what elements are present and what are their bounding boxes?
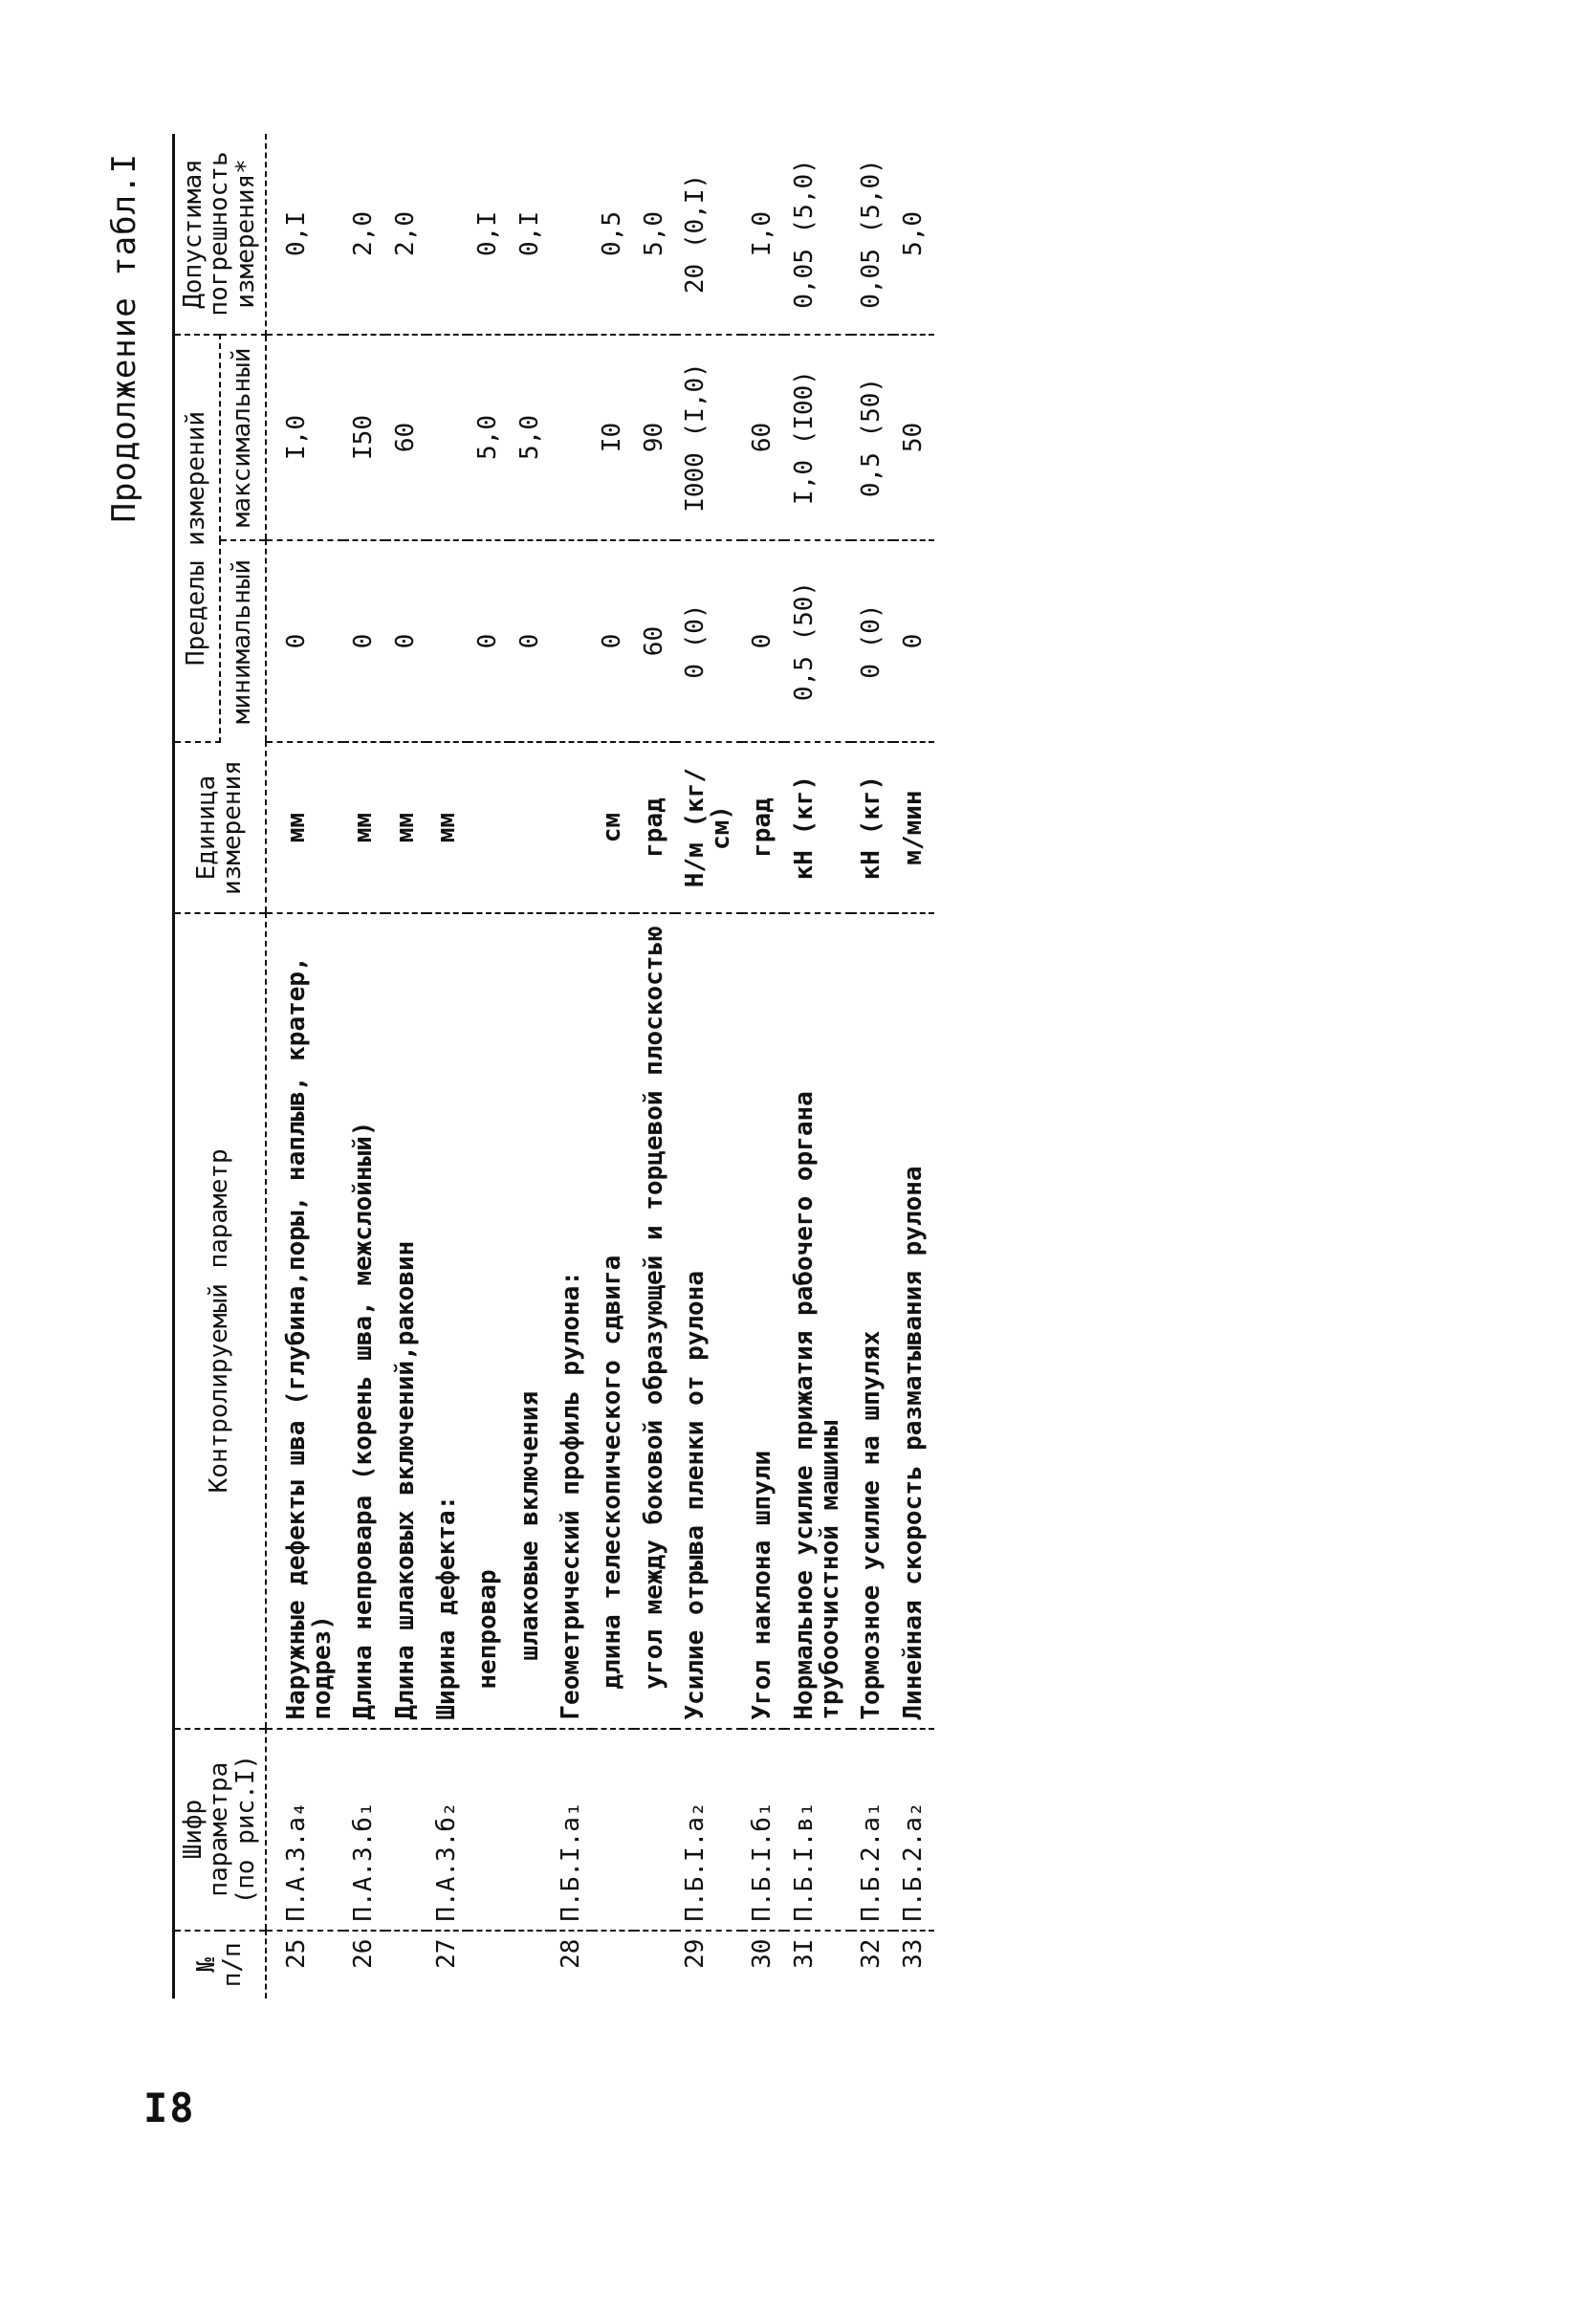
row-min: 0 (0) [675, 540, 743, 742]
row-param: Длина непровара (корень шва, межслойный) [343, 913, 384, 1729]
table-row [510, 134, 551, 1998]
row-unit: град [742, 742, 783, 913]
row-num: 33 [898, 1938, 928, 1969]
row-err: 0,I [468, 134, 509, 335]
row-max: I000 (I,0) [675, 335, 743, 540]
row-min: 0 (0) [851, 540, 892, 742]
row-code [510, 1729, 551, 1931]
row-code: П.А.3.б₂ [426, 1729, 468, 1931]
row-max: 5,0 [510, 335, 551, 540]
row-max: 90 [634, 335, 675, 540]
row-param: Линейная скорость разматывания рулона [893, 913, 934, 1729]
row-unit [510, 742, 551, 913]
row-code [592, 1729, 633, 1931]
row-min: 0 [742, 540, 783, 742]
row-code: П.Б.I.б₁ [742, 1729, 783, 1931]
row-code [385, 1729, 426, 1931]
row-unit: кН (кг) [784, 742, 852, 913]
row-unit: мм [385, 742, 426, 913]
row-min [426, 540, 468, 742]
row-max: 5,0 [468, 335, 509, 540]
table-row [851, 134, 892, 1998]
table-row [742, 134, 783, 1998]
row-param: Наружные дефекты шва (глубина,поры, наплыв, кратер, подрез) [266, 913, 344, 1729]
table-row [343, 134, 384, 1998]
table-row [551, 134, 592, 1998]
row-err: 0,I [266, 134, 344, 335]
row-unit: кН (кг) [851, 742, 892, 913]
row-num [592, 1931, 633, 1998]
row-param: угол между боковой образующей и торцевой плоскостью [634, 913, 675, 1729]
row-err: 0,05 (5,0) [784, 134, 852, 335]
row-unit: град [634, 742, 675, 913]
header-code: Шифр параметра (по рис.I) [174, 1729, 266, 1931]
row-min: 0 [893, 540, 934, 742]
row-err [551, 134, 592, 335]
row-max [426, 335, 468, 540]
row-code: П.Б.I.а₂ [675, 1729, 743, 1931]
table-row [784, 134, 852, 1998]
header-num: № п/п [174, 1931, 266, 1998]
row-num [385, 1931, 426, 1998]
row-code: П.А.3.а₄ [266, 1729, 344, 1931]
row-param: Усилие отрыва пленки от рулона [675, 913, 743, 1729]
row-max: I0 [592, 335, 633, 540]
row-code: П.Б.I.в₁ [784, 1729, 852, 1931]
row-code: П.Б.2.а₁ [851, 1729, 892, 1931]
row-param: Ширина дефекта: [426, 913, 468, 1729]
row-unit [551, 742, 592, 913]
row-max: 60 [742, 335, 783, 540]
row-unit: мм [266, 742, 344, 913]
row-err: I,0 [742, 134, 783, 335]
row-num: 27 [432, 1938, 462, 1969]
row-min: 0 [468, 540, 509, 742]
row-param: Длина шлаковых включений,раковин [385, 913, 426, 1729]
row-unit: см [592, 742, 633, 913]
table-row [468, 134, 509, 1998]
header-unit: Единица измерения [174, 742, 266, 913]
row-min: 0 [510, 540, 551, 742]
row-max: 0,5 (50) [851, 335, 892, 540]
row-code [468, 1729, 509, 1931]
row-min: 0 [385, 540, 426, 742]
header-max: максимальный [220, 335, 266, 540]
row-err: 5,0 [893, 134, 934, 335]
row-min: 60 [634, 540, 675, 742]
table-body [266, 134, 934, 1998]
row-param: Геометрический профиль рулона: [551, 913, 592, 1729]
row-code [634, 1729, 675, 1931]
table-row [266, 134, 344, 1998]
row-unit: м/мин [893, 742, 934, 913]
row-err: 0,5 [592, 134, 633, 335]
table-row [675, 134, 743, 1998]
row-min: 0,5 (50) [784, 540, 852, 742]
row-err [426, 134, 468, 335]
row-max: I,0 (I00) [784, 335, 852, 540]
row-unit [468, 742, 509, 913]
row-code: П.Б.2.а₂ [893, 1729, 934, 1931]
row-max [551, 335, 592, 540]
parameters-table [172, 134, 934, 1998]
row-num: 32 [857, 1938, 886, 1969]
row-max: I50 [343, 335, 384, 540]
row-err: 2,0 [385, 134, 426, 335]
row-param: непровар [468, 913, 509, 1729]
row-num [468, 1931, 509, 1998]
row-min: 0 [592, 540, 633, 742]
header-err: Допустимая погрешность измерения* [174, 134, 266, 335]
row-param: Нормальное усилие прижатия рабочего органа трубоочистной машины [784, 913, 852, 1729]
row-num: 26 [349, 1938, 379, 1969]
row-err: 0,I [510, 134, 551, 335]
row-num: 25 [281, 1938, 311, 1969]
row-num: 3I [789, 1938, 819, 1969]
table-row [385, 134, 426, 1998]
row-num: 30 [748, 1938, 777, 1969]
header-limits: Пределы измерений [174, 335, 220, 742]
row-num: 29 [680, 1938, 710, 1969]
row-err: 20 (0,I) [675, 134, 743, 335]
row-min: 0 [266, 540, 344, 742]
row-param: длина телескопического сдвига [592, 913, 633, 1729]
row-num [510, 1931, 551, 1998]
row-param: шлаковые включения [510, 913, 551, 1729]
row-min: 0 [343, 540, 384, 742]
header-min: минимальный [220, 540, 266, 742]
rotated-table-block [105, 134, 1234, 1998]
row-max: 50 [893, 335, 934, 540]
row-max: 60 [385, 335, 426, 540]
row-num: 28 [556, 1938, 585, 1969]
row-param: Тормозное усилие на шпулях [851, 913, 892, 1729]
row-err: 2,0 [343, 134, 384, 335]
table-row [893, 134, 934, 1998]
table-caption: Продолжение табл.I [105, 153, 143, 523]
row-code: П.А.3.б₁ [343, 1729, 384, 1931]
row-param: Угол наклона шпули [742, 913, 783, 1729]
row-unit: Н/м (кг/см) [675, 742, 743, 913]
row-unit: мм [426, 742, 468, 913]
row-err: 0,05 (5,0) [851, 134, 892, 335]
row-max: I,0 [266, 335, 344, 540]
header-param: Контролируемый параметр [174, 913, 266, 1729]
table-row [634, 134, 675, 1998]
row-num [634, 1931, 675, 1998]
row-err: 5,0 [634, 134, 675, 335]
row-min [551, 540, 592, 742]
row-code: П.Б.I.а₁ [551, 1729, 592, 1931]
page-number: I8 [143, 2085, 196, 2131]
table-row [426, 134, 468, 1998]
row-unit: мм [343, 742, 384, 913]
table-row [592, 134, 633, 1998]
